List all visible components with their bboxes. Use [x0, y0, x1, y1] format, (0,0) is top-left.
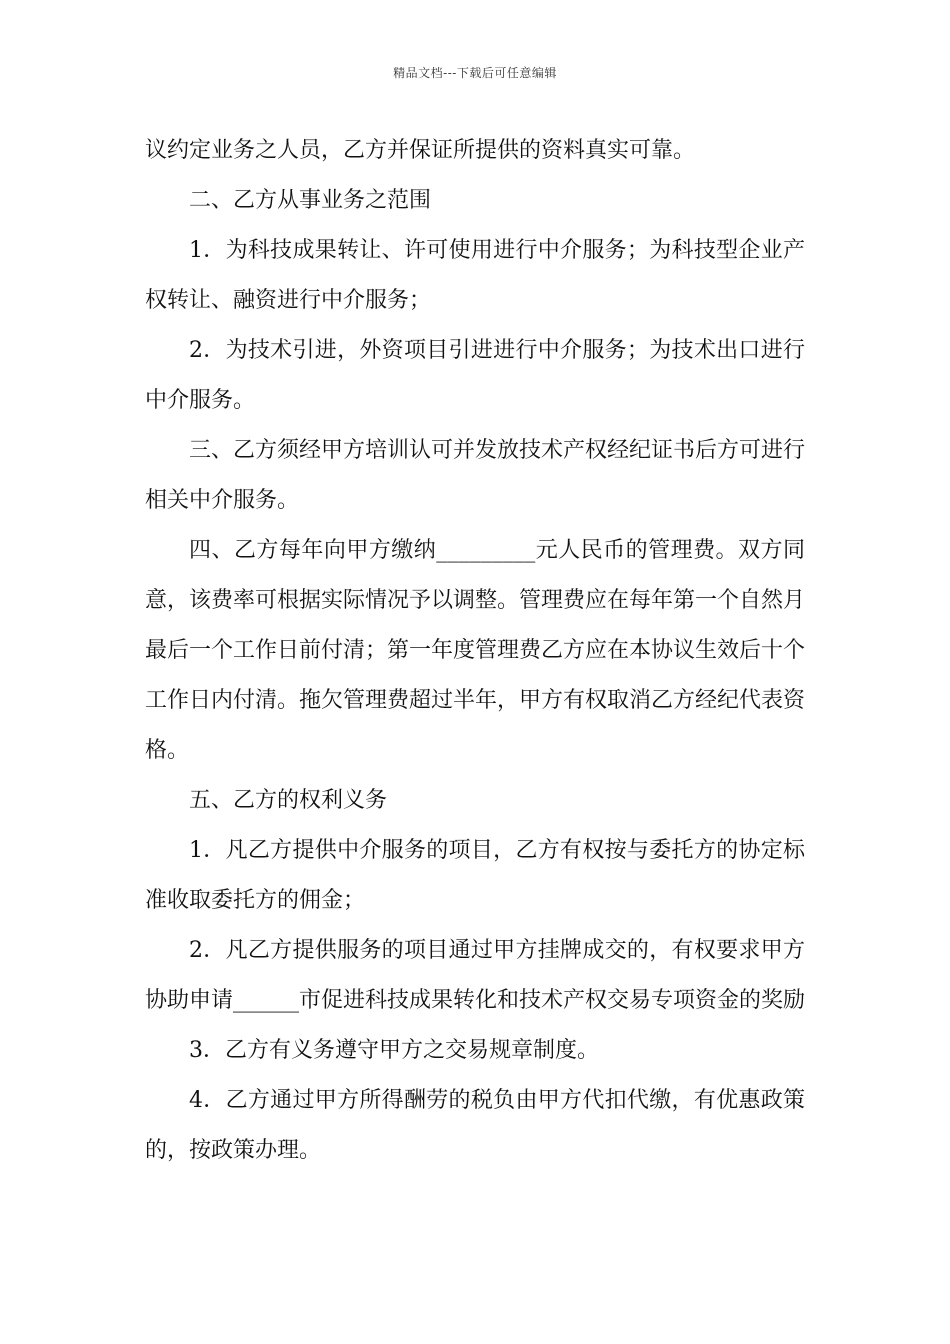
rights-item-1: 1．凡乙方提供中介服务的项目，乙方有权按与委托方的协定标准收取委托方的佣金；: [145, 838, 805, 913]
rights-item-3: 3．乙方有义务遵守甲方之交易规章制度。: [189, 1038, 599, 1063]
section-certification: 三、乙方须经甲方培训认可并发放技术产权经纪证书后方可进行相关中介服务。: [145, 438, 806, 513]
scope-item-1: 1．为科技成果转让、许可使用进行中介服务；为科技型企业产权转让、融资进行中介服务；: [145, 238, 805, 313]
rights-item-4: 4．乙方通过甲方所得酬劳的税负由甲方代扣代缴，有优惠政策的，按政策办理。: [145, 1088, 805, 1163]
section-heading-scope: 二、乙方从事业务之范围: [189, 188, 432, 213]
paragraph-continuation: 议约定业务之人员，乙方并保证所提供的资料真实可靠。: [145, 138, 696, 163]
rights-item-2: 2．凡乙方提供服务的项目通过甲方挂牌成交的，有权要求甲方协助申请______市促进科技成果转化和技术产权交易专项资金的奖励: [145, 938, 806, 1013]
section-heading-rights: 五、乙方的权利义务: [189, 788, 388, 813]
scope-item-2: 2．为技术引进，外资项目引进进行中介服务；为技术出口进行中介服务。: [145, 338, 805, 413]
section-management-fee: 四、乙方每年向甲方缴纳_________元人民币的管理费。双方同意，该费率可根据实际情况予以调整。管理费应在每年第一个自然月最后一个工作日前付清；第一年度管理费乙方应在本协议生效后十个工作日内付清。拖欠管理费超过半年，甲方有权取消乙方经纪代表资格。: [145, 538, 806, 763]
page-header: 精品文档---下载后可任意编辑: [393, 66, 557, 80]
document-body: [145, 126, 805, 1176]
